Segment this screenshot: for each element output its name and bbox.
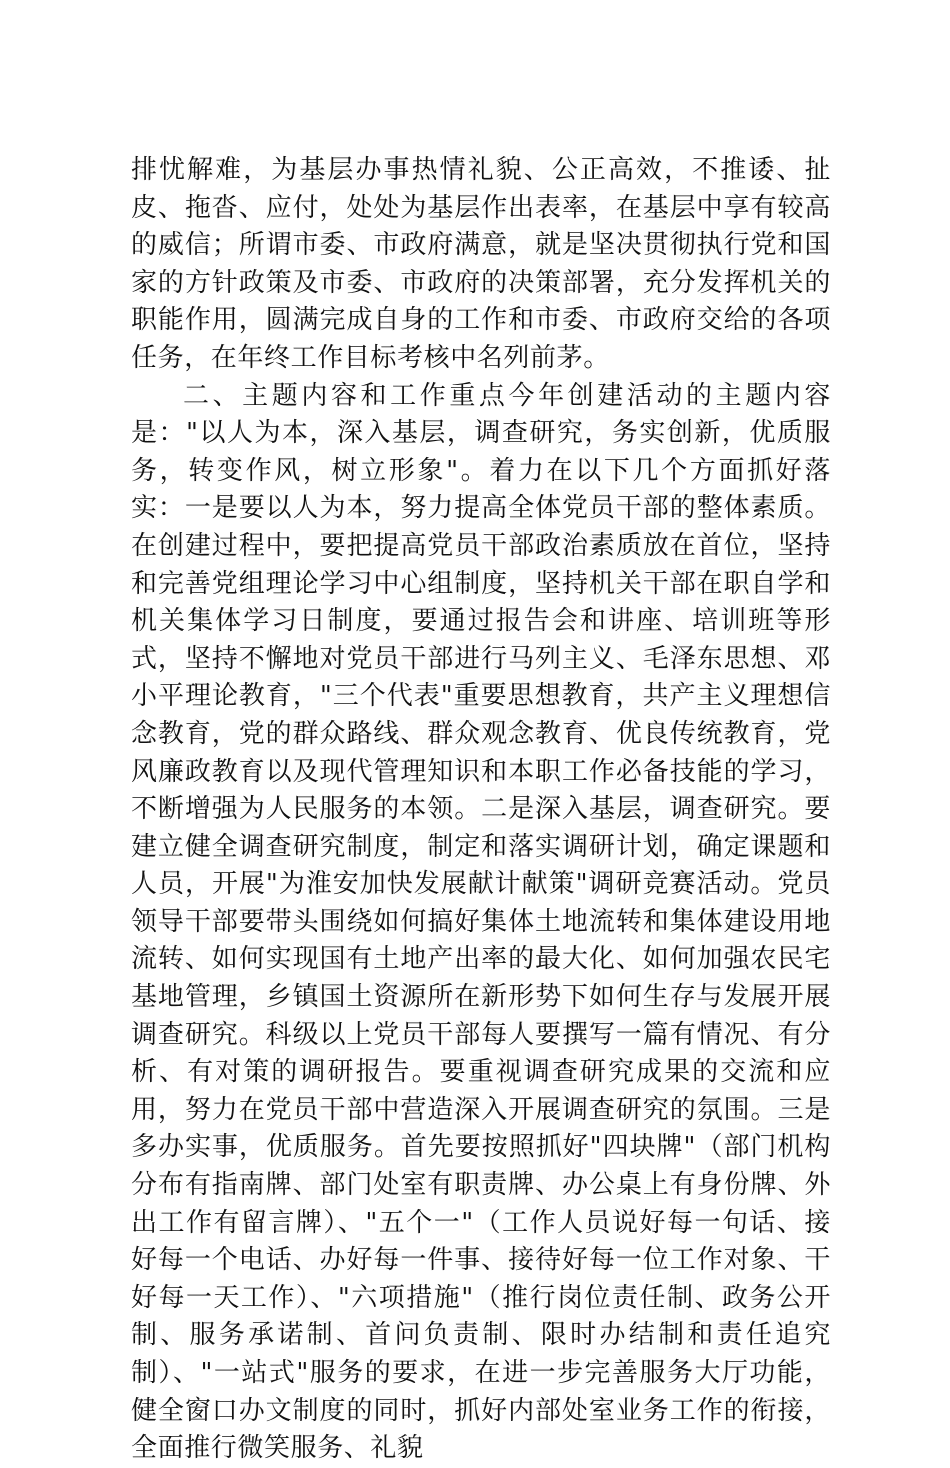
document-body	[131, 152, 831, 1468]
paragraph-main-themes: 二、主题内容和工作重点今年创建活动的主题内容是："以人为本，深入基层，调查研究，务实创新，优质服务，转变作风，树立形象"。着力在以下几个方面抓好落实：一是要以人为本，努力提高全体党员干部的整体素质。在创建过程中，要把提高党员干部政治素质放在首位，坚持和完善党组理论学习中心组制度，坚持机关干部在职自学和机关集体学习日制度，要通过报告会和讲座、培训班等形式，坚持不懈地对党员干部进行马列主义、毛泽东思想、邓小平理论教育，"三个代表"重要思想教育，共产主义理想信念教育，党的群众路线、群众观念教育、优良传统教育，党风廉政教育以及现代管理知识和本职工作必备技能的学习，不断增强为人民服务的本领。二是深入基层，调查研究。要建立健全调查研究制度，制定和落实调研计划，确定课题和人员，开展"为淮安加快发展献计献策"调研竞赛活动。党员领导干部要带头围绕如何搞好集体土地流转和集体建设用地流转、如何实现国有土地产出率的最大化、如何加强农民宅基地管理，乡镇国土资源所在新形势下如何生存与发展开展调查研究。科级以上党员干部每人要撰写一篇有情况、有分析、有对策的调研报告。要重视调查研究成果的交流和应用，努力在党员干部中营造深入开展调查研究的氛围。三是多办实事，优质服务。首先要按照抓好"四块牌"（部门机构分布有指南牌、部门处室有职责牌、办公桌上有身份牌、外出工作有留言牌）、"五个一"（工作人员说好每一句话、接好每一个电话、办好每一件事、接待好每一位工作对象、干好每一天工作）、"六项措施"（推行岗位责任制、政务公开制、服务承诺制、首问负责制、限时办结制和责任追究制）、"一站式"服务的要求，在进一步完善服务大厅功能，健全窗口办文制度的同时，抓好内部处室业务工作的衔接，全面推行微笑服务、礼貌	[131, 380, 831, 1464]
paragraph-continuation: 排忧解难，为基层办事热情礼貌、公正高效，不推诿、扯皮、拖沓、应付，处处为基层作出表率，在基层中享有较高的威信；所谓市委、市政府满意，就是坚决贯彻执行党和国家的方针政策及市委、市政府的决策部署，充分发挥机关的职能作用，圆满完成自身的工作和市委、市政府交给的各项任务，在年终工作目标考核中名列前茅。	[131, 155, 831, 373]
